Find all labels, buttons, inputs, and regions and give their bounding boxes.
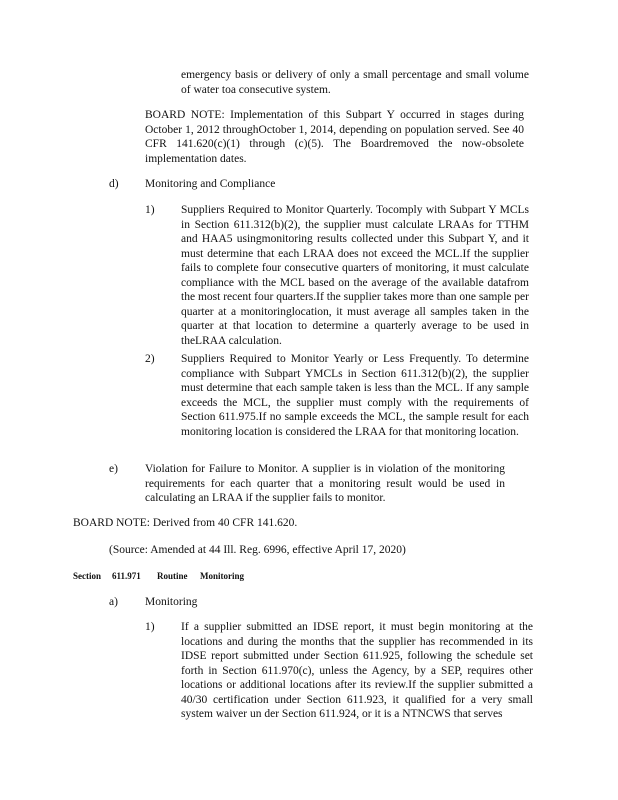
subsection-d-item-2-marker: 2) <box>145 353 155 365</box>
subsection-a-marker: a) <box>109 596 118 608</box>
subsection-d-item-2 <box>181 352 529 439</box>
section-label: Section <box>73 571 101 581</box>
board-note-implementation <box>145 108 524 166</box>
continuation-text: emergency basis or delivery of only a small percentage and small volume of water toa consecutive system. <box>181 69 529 96</box>
subsection-e-marker: e) <box>109 463 118 475</box>
subsection-d-marker: d) <box>109 178 119 190</box>
subsection-d-item-1 <box>181 203 529 348</box>
subsection-d-item-1-text: Suppliers Required to Monitor Quarterly. Tocomply with Subpart Y MCLs in Section 611.312(b)(2), the supplier must calculate LRAAs for TTHM and HAA5 usingmonitoring results collected under this Subpart Y, and it must determine that each LRAA does not exceed the MCL.If the supplier fails to complete four consecutive quarters of monitoring, it must calculate compliance with the MCL based on the average of the available datafrom the most recent four quarters.If the supplier takes more than one sample per quarter at a monitoringlocation, it must average all samples taken in the quarter at that location to determine a quarterly average to be used in theLRAA calculation. <box>181 204 529 347</box>
subsection-d-item-2-text: Suppliers Required to Monitor Yearly or Less Frequently. To determine compliance with Subpart YMCLs in Section 611.312(b)(2), the supplier must determine that each sample taken is less than the MCL. If any sample exceeds the MCL, the supplier must comply with the requirements of Section 611.975.If no sample exceeds the MCL, the sample result for each monitoring location is considered the LRAA for that monitoring location. <box>181 353 529 438</box>
continuation-paragraph <box>181 68 529 97</box>
source-note: (Source: Amended at 44 Ill. Reg. 6996, effective April 17, 2020) <box>109 544 406 556</box>
section-title-monitoring: Monitoring <box>200 571 244 581</box>
subsection-a-item-1-marker: 1) <box>145 621 155 633</box>
section-heading <box>73 570 244 582</box>
subsection-e <box>145 462 505 506</box>
subsection-a-title: Monitoring <box>145 596 198 608</box>
subsection-d-item-1-marker: 1) <box>145 204 155 216</box>
subsection-a-item-1 <box>181 620 533 722</box>
section-title-routine: Routine <box>157 571 188 581</box>
subsection-d-title: Monitoring and Compliance <box>145 178 276 190</box>
board-note-derived: BOARD NOTE: Derived from 40 CFR 141.620. <box>73 517 298 529</box>
subsection-e-text: Violation for Failure to Monitor. A supplier is in violation of the monitoring requirements for each quarter that a monitoring result would be used in calculating an LRAA if the supplier fails to monitor. <box>145 463 505 504</box>
subsection-a-item-1-text: If a supplier submitted an IDSE report, it must begin monitoring at the locations and during the months that the supplier has recommended in its IDSE report submitted under Section 611.925, following the schedule set forth in Section 611.970(c), unless the Agency, by a SEP, requires other locations or additional locations after its review.If the supplier submitted a 40/30 certification under Section 611.923, it qualified for a very small system waiver un der Section 611.924, or it is a NTNCWS that serves <box>181 621 533 720</box>
section-number: 611.971 <box>112 571 141 581</box>
board-note-implementation-text: BOARD NOTE: Implementation of this Subpart Y occurred in stages during October 1, 2012 throughOctober 1, 2014, depending on population served. See 40 CFR 141.620(c)(1) through (c)(5). The Boardremoved the now-obsolete implementation dates. <box>145 109 524 165</box>
